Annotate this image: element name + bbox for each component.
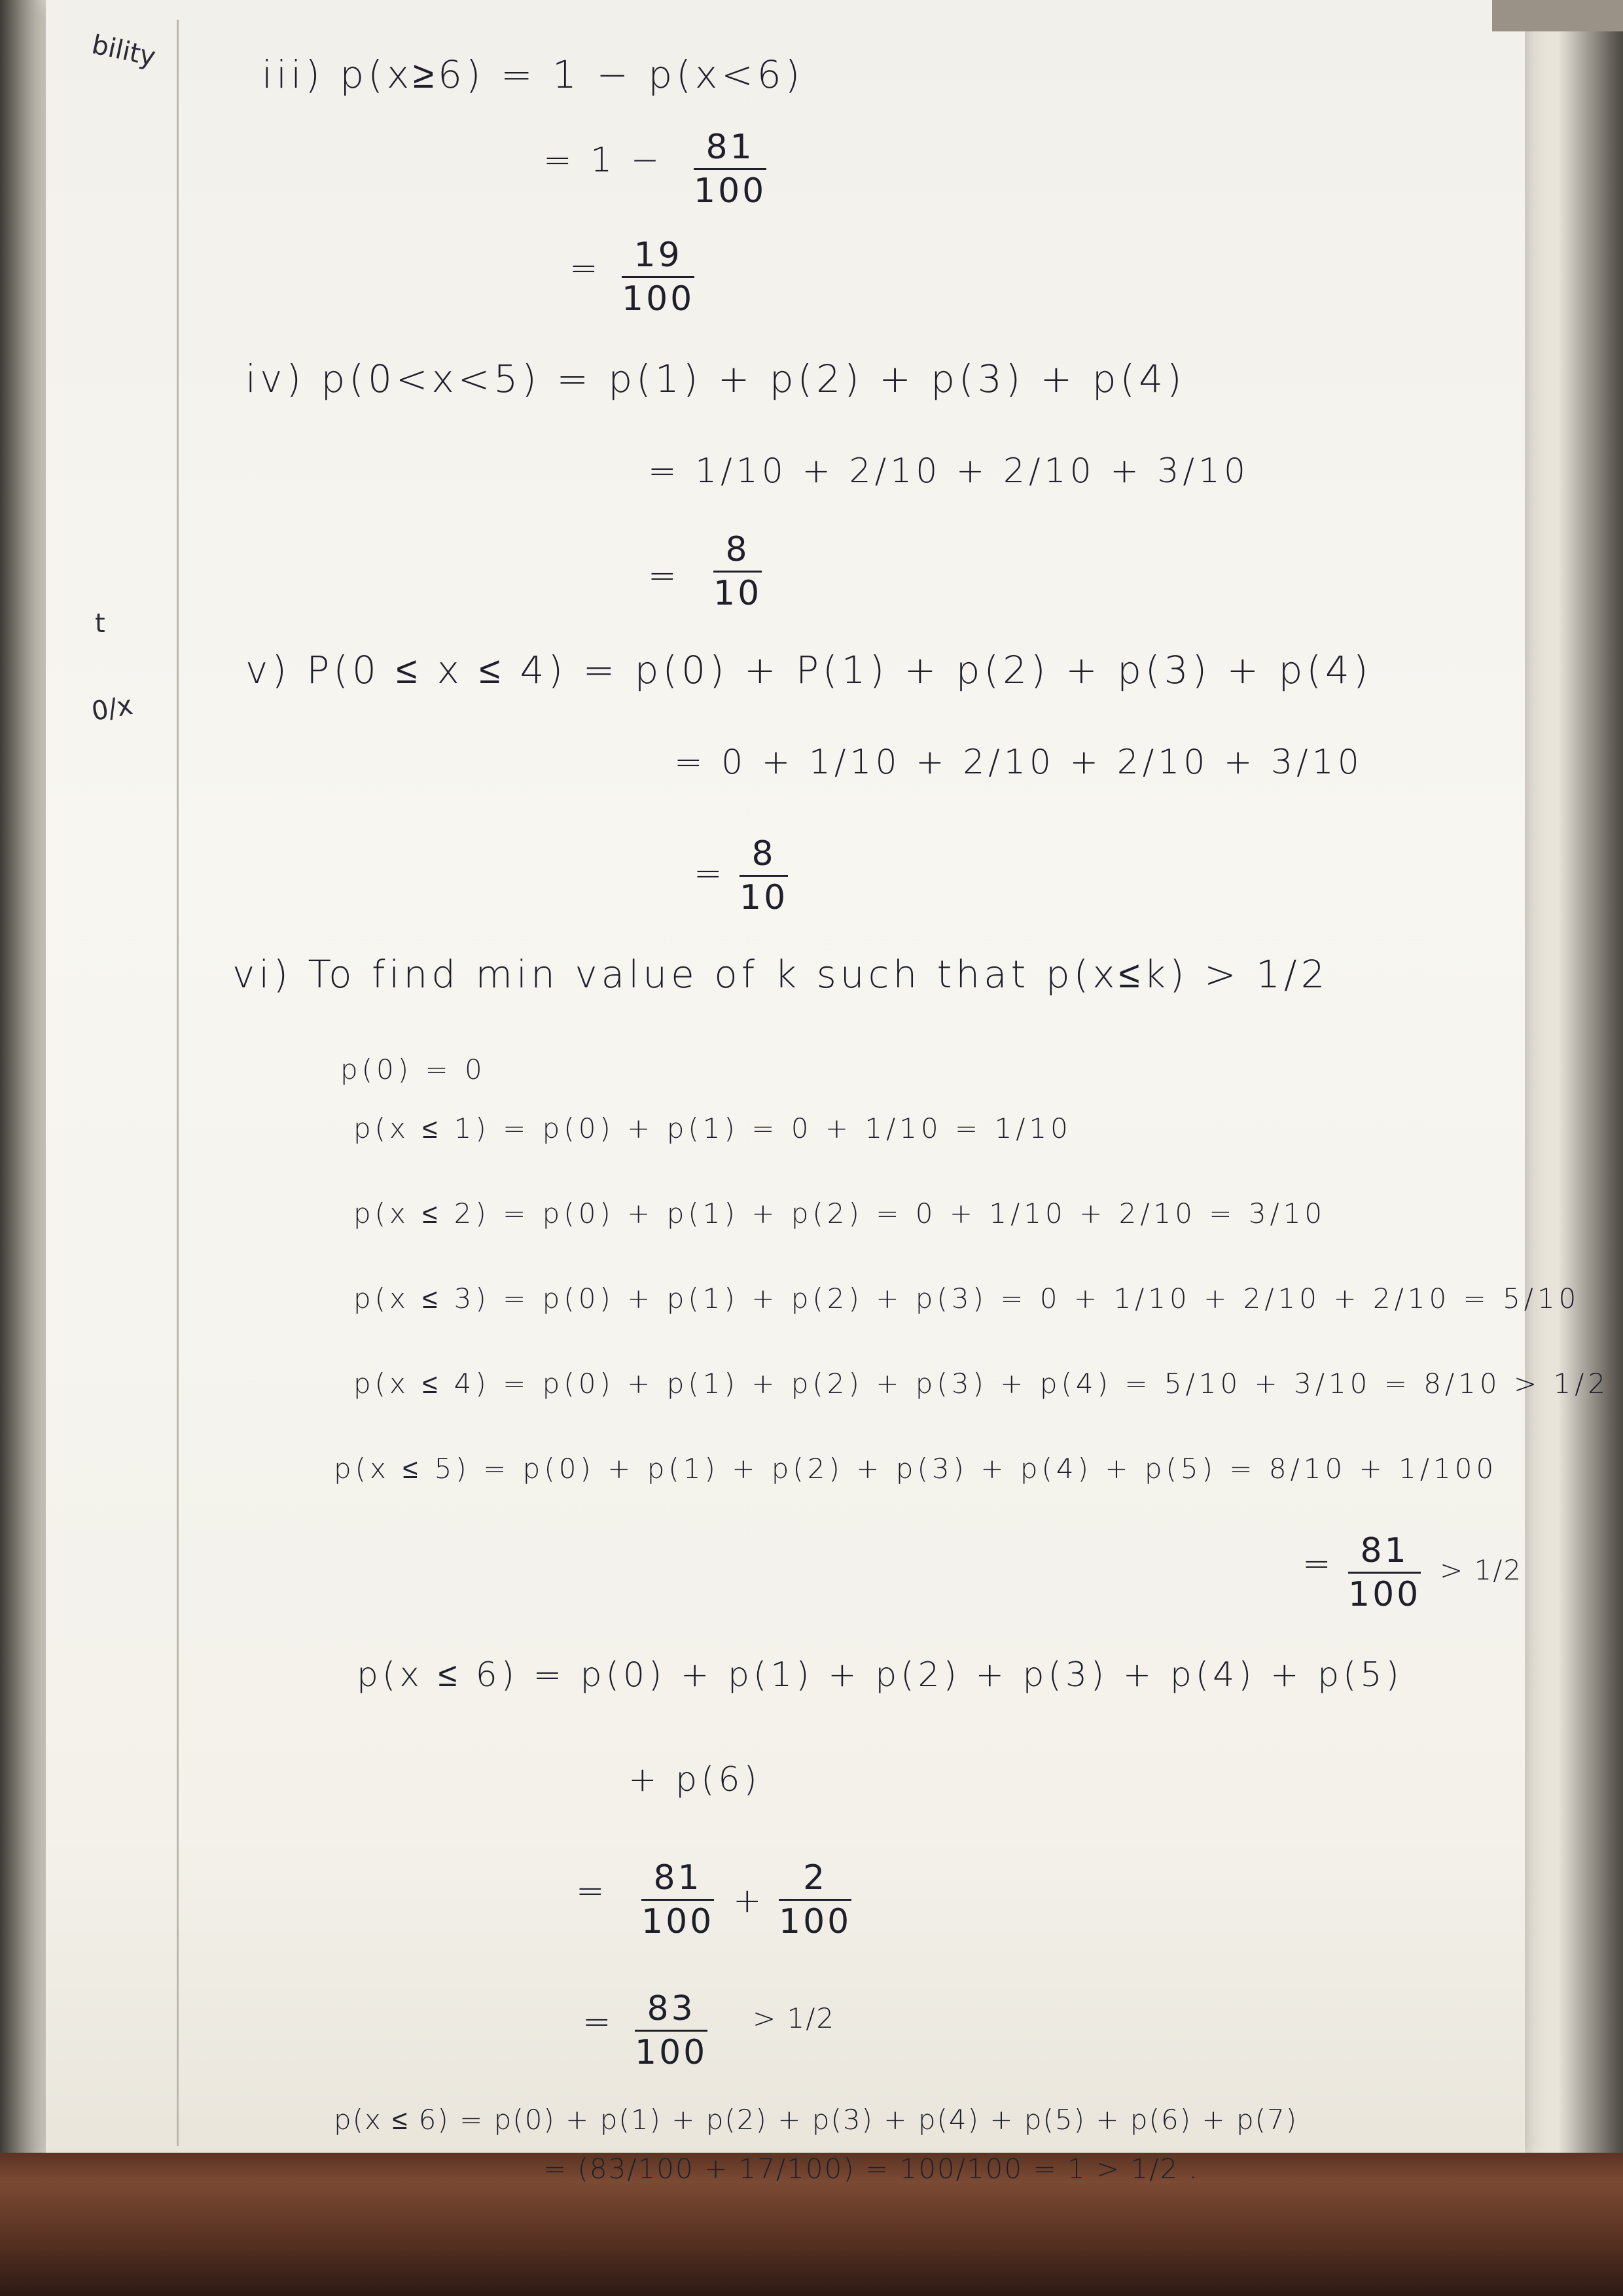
numerator: 81	[694, 128, 766, 170]
denominator: 100	[635, 2033, 708, 2072]
margin-note-bility: bility	[89, 29, 158, 73]
part-iv-line3-prefix: =	[648, 556, 681, 595]
part-iv-line2: = 1/10 + 2/10 + 2/10 + 3/10	[648, 451, 1250, 491]
part-vi-l12: p(x ≤ 6) = p(0) + p(1) + p(2) + p(3) + p(4) + p(5) + p(6) + p(7)	[334, 2104, 1298, 2136]
part-vi-l7-suffix: > 1/2	[1440, 1554, 1523, 1586]
part-vi-l2: p(x ≤ 1) = p(0) + p(1) = 0 + 1/10 = 1/10	[353, 1112, 1072, 1144]
part-iv-line3-fraction	[713, 530, 762, 613]
part-iii-line2-fraction	[694, 128, 766, 211]
numerator: 81	[1348, 1531, 1421, 1574]
part-vi-l11-prefix: =	[582, 2002, 615, 2041]
notebook-page	[46, 0, 1525, 2159]
part-vi-l1: p(0) = 0	[340, 1053, 486, 1086]
page-edge-strip	[1492, 0, 1623, 31]
part-vi-l8: p(x ≤ 6) = p(0) + p(1) + p(2) + p(3) + p(4) + p(5)	[357, 1655, 1403, 1695]
part-vi-l10-prefix: =	[576, 1871, 609, 1911]
part-vi-l9: + p(6)	[628, 1760, 761, 1799]
numerator: 83	[635, 1989, 707, 2032]
margin-note-0x: 0/x	[89, 690, 135, 728]
part-iii-line2-prefix: = 1 −	[543, 141, 664, 180]
part-vi-l3: p(x ≤ 2) = p(0) + p(1) + p(2) = 0 + 1/10 + 2/10 = 3/10	[353, 1197, 1327, 1229]
denominator: 100	[779, 1902, 852, 1941]
part-vi-l6: p(x ≤ 5) = p(0) + p(1) + p(2) + p(3) + p(4) + p(5) = 8/10 + 1/100	[334, 1453, 1498, 1485]
part-iv-line1: iv) p(0<x<5) = p(1) + p(2) + p(3) + p(4)	[245, 357, 1186, 401]
numerator: 19	[622, 236, 694, 278]
denominator: 100	[1348, 1575, 1421, 1614]
denominator: 10	[713, 574, 762, 613]
part-v-line2: = 0 + 1/10 + 2/10 + 2/10 + 3/10	[674, 743, 1363, 782]
margin-line	[177, 20, 179, 2146]
denominator: 100	[622, 279, 695, 319]
margin-note-t: t	[95, 609, 105, 639]
part-vi-l11-fraction	[635, 1989, 707, 2072]
numerator: 8	[740, 834, 788, 877]
numerator: 8	[713, 530, 762, 573]
part-vi-l7-prefix: =	[1302, 1544, 1335, 1583]
part-v-line3-prefix: =	[694, 854, 726, 893]
part-vi-l13: = (83/100 + 17/100) = 100/100 = 1 > 1/2 .	[543, 2153, 1199, 2185]
part-vi-l4: p(x ≤ 3) = p(0) + p(1) + p(2) + p(3) = 0 + 1/10 + 2/10 + 2/10 = 5/10	[353, 1282, 1580, 1315]
numerator: 81	[641, 1858, 714, 1901]
part-vi-l10-plus: +	[733, 1881, 766, 1920]
denominator: 10	[740, 878, 789, 917]
numerator: 2	[779, 1858, 851, 1901]
part-iii-line3-prefix: =	[569, 249, 602, 288]
part-vi-l11-suffix: > 1/2	[753, 2002, 836, 2034]
part-vi-l5: p(x ≤ 4) = p(0) + p(1) + p(2) + p(3) + p(4) = 5/10 + 3/10 = 8/10 > 1/2	[353, 1368, 1610, 1400]
part-v-line1: v) P(0 ≤ x ≤ 4) = p(0) + P(1) + p(2) + p(3) + p(4)	[245, 648, 1372, 692]
denominator: 100	[694, 171, 767, 211]
part-v-line3-fraction	[740, 834, 788, 917]
denominator: 100	[641, 1902, 715, 1941]
part-vi-heading: vi) To find min value of k such that p(x≤k) > 1/2	[232, 952, 1329, 997]
part-vi-l10-fraction-1	[641, 1858, 714, 1941]
part-iii-line1: iii) p(x≥6) = 1 − p(x<6)	[262, 52, 804, 97]
part-vi-l10-fraction-2	[779, 1858, 851, 1941]
part-vi-l7-fraction	[1348, 1531, 1421, 1614]
part-iii-line3-fraction	[622, 236, 694, 319]
